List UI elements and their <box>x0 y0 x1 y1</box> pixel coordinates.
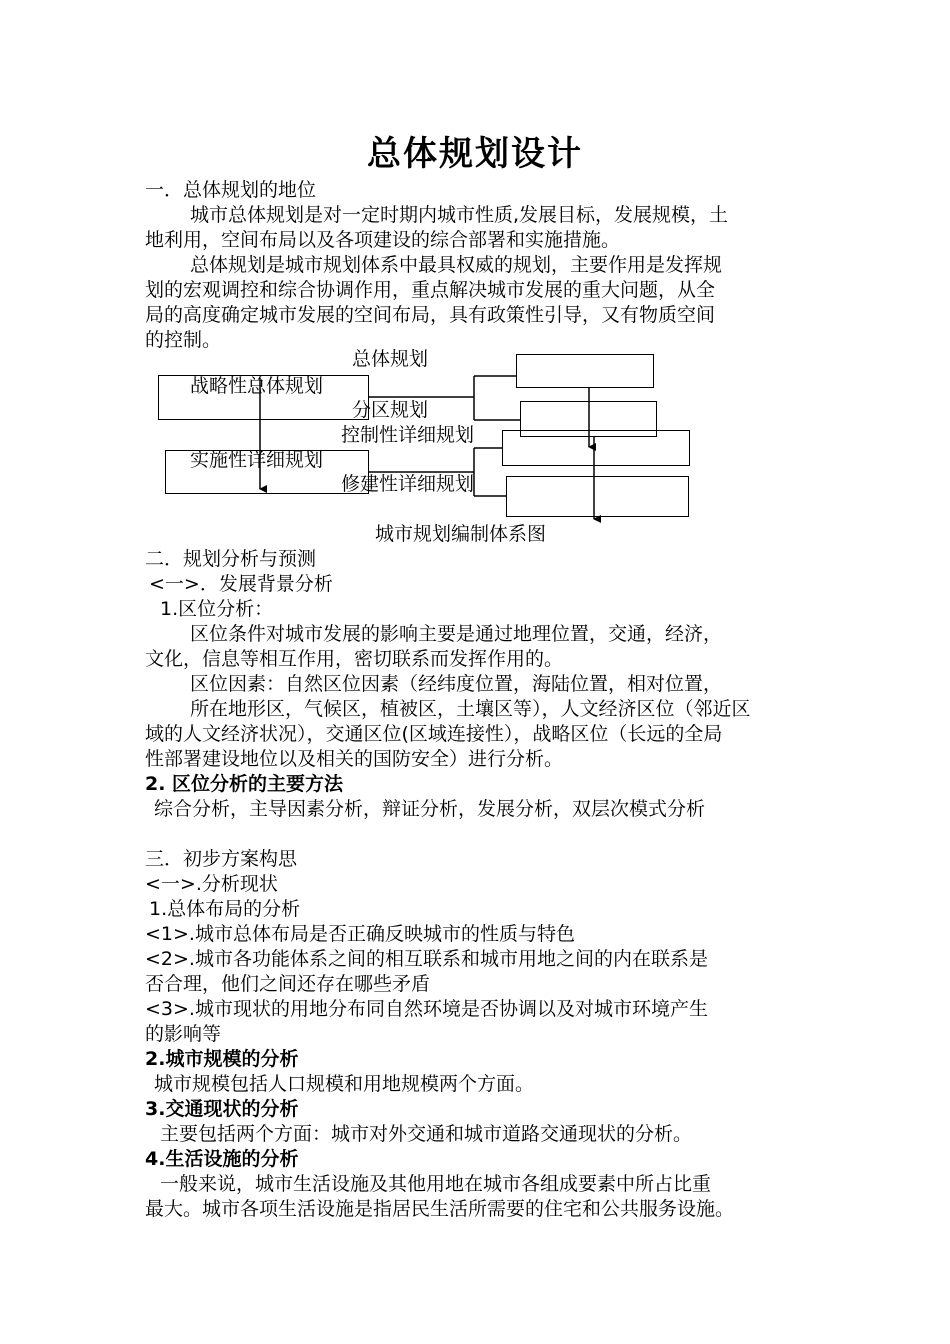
list-item: <2>.城市各功能体系之间的相互联系和城市用地之间的内在联系是 <box>145 948 708 970</box>
list-item: 否合理，他们之间还存在哪些矛盾 <box>145 973 431 995</box>
page-title: 总体规划设计 <box>367 134 583 174</box>
paragraph-line: 地利用，空间布局以及各项建设的综合部署和实施措施。 <box>145 229 621 251</box>
paragraph-line: 城市总体规划是对一定时期内城市性质,发展目标，发展规模，土 <box>190 204 729 226</box>
item-heading: 1.总体布局的分析 <box>149 898 301 920</box>
paragraph-line: 区位条件对城市发展的影响主要是通过地理位置，交通，经济， <box>190 623 723 645</box>
label-construction-plan: 修建性详细规划 <box>341 473 475 495</box>
label-implementation-plan: 实施性详细规划 <box>190 449 324 471</box>
label-strategic-plan: 战略性总体规划 <box>190 375 324 397</box>
diagram-caption: 城市规划编制体系图 <box>375 523 547 545</box>
paragraph-line: 区位因素：自然区位因素（经纬度位置，海陆位置，相对位置， <box>190 673 723 695</box>
item-heading: 4.生活设施的分析 <box>145 1148 299 1170</box>
paragraph-line: 划的宏观调控和综合协调作用，重点解决城市发展的重大问题，从全 <box>145 279 716 301</box>
paragraph-line: 最大。城市各项生活设施是指居民生活所需要的住宅和公共服务设施。 <box>145 1198 735 1220</box>
list-item: <3>.城市现状的用地分布同自然环境是否协调以及对城市环境产生 <box>145 998 708 1020</box>
subsection-heading: <一>．发展背景分析 <box>149 573 333 595</box>
item-heading: 2. 区位分析的主要方法 <box>145 773 344 795</box>
label-regulatory-plan: 控制性详细规划 <box>341 424 475 446</box>
paragraph-line: 城市规模包括人口规模和用地规模两个方面。 <box>154 1073 535 1095</box>
diagram-connectors <box>0 0 950 560</box>
paragraph-line: 局的高度确定城市发展的空间布局，具有政策性引导，又有物质空间 <box>145 304 716 326</box>
section-heading: 二．规划分析与预测 <box>145 548 317 570</box>
paragraph-line: 的控制。 <box>145 329 222 351</box>
section-heading: 一．总体规划的地位 <box>145 179 317 201</box>
paragraph-line: 域的人文经济状况），交通区位(区域连接性），战略区位（长远的全局 <box>145 723 723 745</box>
item-heading: 3.交通现状的分析 <box>145 1098 299 1120</box>
paragraph-line: 一般来说，城市生活设施及其他用地在城市各组成要素中所占比重 <box>160 1173 712 1195</box>
subsection-heading: <一>.分析现状 <box>145 873 278 895</box>
item-heading: 1.区位分析： <box>160 598 274 620</box>
list-item: <1>.城市总体布局是否正确反映城市的性质与特色 <box>145 923 575 945</box>
paragraph-line: 所在地形区，气候区，植被区，土壤区等），人文经济区位（邻近区 <box>190 698 751 720</box>
paragraph-line: 总体规划是城市规划体系中最具权威的规划，主要作用是发挥规 <box>190 254 723 276</box>
label-district-plan: 分区规划 <box>352 399 429 421</box>
paragraph-line: 文化，信息等相互作用，密切联系而发挥作用的。 <box>145 648 564 670</box>
section-heading: 三．初步方案构思 <box>145 848 298 870</box>
label-master-plan: 总体规划 <box>352 348 429 370</box>
paragraph-line: 主要包括两个方面：城市对外交通和城市道路交通现状的分析。 <box>160 1123 693 1145</box>
paragraph-line: 性部署建设地位以及相关的国防安全）进行分析。 <box>145 748 564 770</box>
list-item: 的影响等 <box>145 1023 222 1045</box>
item-heading: 2.城市规模的分析 <box>145 1048 299 1070</box>
paragraph-line: 综合分析，主导因素分析，辩证分析，发展分析，双层次模式分析 <box>154 798 706 820</box>
